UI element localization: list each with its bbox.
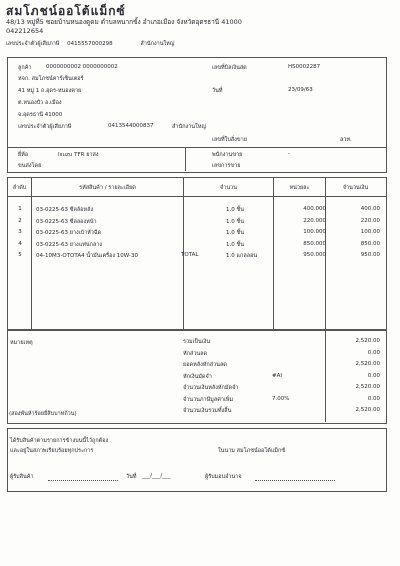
row-no: 3 xyxy=(18,229,22,235)
header-qty: จำนวน xyxy=(220,185,237,191)
summary-label: ยอดหลังหักส่วนลด xyxy=(183,362,227,368)
summary-divider xyxy=(325,329,326,422)
row-amount: 850.00 xyxy=(360,240,380,247)
customer-divider-v xyxy=(185,147,186,171)
docno-label: เลขที่บิลเงินสด xyxy=(212,65,247,71)
company-name: สมโภชน์ออโต้แม็กซ์ xyxy=(6,4,126,18)
row-amount: 100.00 xyxy=(360,229,380,235)
summary-label: หักส่วนลด xyxy=(183,350,208,357)
date-value: 23/09/63 xyxy=(288,87,313,93)
customer-line3: ต.หนองบัว อ.เมือง xyxy=(18,100,62,106)
row-price: 220.000 xyxy=(303,217,326,224)
summary-value: 0.00 xyxy=(367,395,380,402)
summary-label: จำนวนเงินรวมทั้งสิ้น xyxy=(183,408,232,414)
docno: HS0002287 xyxy=(288,64,321,70)
summary-label: รวมเป็นเงิน xyxy=(183,339,211,345)
header-price: หน่วยละ xyxy=(289,185,310,191)
company-phone: 042212654 xyxy=(6,27,44,35)
summary-value: 2,520.00 xyxy=(355,384,380,390)
header-amount: จำนวนเงิน xyxy=(342,185,369,191)
vehicle-value: Isuzu TFR ยาสง xyxy=(58,152,99,158)
summary-label: หักเงินมัดจำ xyxy=(183,373,212,380)
summary-value: 0.00 xyxy=(367,372,380,379)
row-qty: 1.0 ชิ้น xyxy=(226,230,244,236)
footer-date-label: วันที่ xyxy=(126,474,137,480)
amount-words: (สองพันห้าร้อยยี่สิบบาทถ้วน) xyxy=(9,411,77,417)
row-extra: TOTAL xyxy=(181,252,199,258)
row-price: 950.000 xyxy=(303,252,326,258)
customer-code: 0000000002 0000000002 xyxy=(46,64,118,70)
company-address: 48/13 หมู่ที่5 ซอยบ้านหนองดูดม ตำบลหนากขั้ง อำเภอเมือง จังหวัดอุดรธานี 41000 xyxy=(6,18,242,26)
credit-label: ลวท. xyxy=(340,137,352,143)
summary-value: 0.00 xyxy=(367,349,380,356)
approver-label: ผู้รับมอบอำนาจ xyxy=(205,474,242,480)
remark-label: หมายเหตุ xyxy=(10,340,33,346)
row-no: 1 xyxy=(18,206,22,212)
customer-taxid: 0413544000837 xyxy=(108,123,154,129)
row-no: 5 xyxy=(18,252,22,258)
header-desc: รหัสสินค้า / รายละเอียด xyxy=(79,185,136,191)
ship-label: ขนส่งโดย xyxy=(18,163,42,169)
receiver-label: ผู้รับสินค้า xyxy=(10,474,34,480)
customer-line1: หจก. สมโภชน์คาร์เซ็นเตอร์ xyxy=(18,76,84,82)
row-desc: 03-0225-63 ซีลล้อหลัง xyxy=(36,207,94,213)
row-desc: 03-0225-63 ซีลลองหน้า xyxy=(36,218,97,225)
row-qty: 1.0 แกลลอน xyxy=(226,253,258,259)
header-no: ลำดับ xyxy=(12,185,27,191)
customer-branch: สำนักงานใหญ่ xyxy=(172,124,207,130)
customer-line2: 41 หมู่ 1 ถ.อุดร-หนองคาย xyxy=(18,88,82,94)
row-no: 4 xyxy=(18,240,22,247)
company-branch: สำนักงานใหญ่ xyxy=(140,41,175,47)
col-divider-1 xyxy=(31,177,32,330)
customer-line4: จ.อุดรธานี 41000 xyxy=(18,112,63,118)
date-label: วันที่ xyxy=(212,88,223,94)
customer-code-label: ลูกค้า xyxy=(18,65,32,71)
vehicle-label: ยี่ห้อ xyxy=(18,152,29,158)
summary-value: 2,520.00 xyxy=(355,407,380,413)
row-price: 100.000 xyxy=(303,229,326,235)
plate-label: เลขการขาย xyxy=(212,163,241,169)
row-qty: 1.0 ชิ้น xyxy=(226,207,244,213)
customer-divider xyxy=(7,147,386,148)
row-desc: 04-10M3-OTOTA4 น้ำมันเครื่อง 10W-30 xyxy=(36,253,139,259)
company-taxid-label: เลขประจำตัวผู้เสียภาษี xyxy=(6,41,60,47)
row-desc: 03-0225-63 ยางเบ้าหัวฉีด xyxy=(36,230,102,236)
row-price: 400.000 xyxy=(303,206,326,212)
summary-mid: #AI xyxy=(272,372,282,379)
row-desc: 03-0225-63 ยางแท่นกลาง xyxy=(36,241,103,248)
summary-label: จำนวนภาษีมูลค่าเพิ่ม xyxy=(183,396,234,403)
receiver-signature-line xyxy=(48,480,118,481)
salesman-value: - xyxy=(288,151,290,157)
approver-signature-line xyxy=(255,480,335,481)
footer-onbehalf: ในนาม สมโภชน์ออโต้แม็กซ์ xyxy=(218,448,286,454)
summary-label: จำนวนเงินหลังหักมัดจำ xyxy=(183,385,239,391)
items-header-divider xyxy=(7,196,386,197)
ref-label: เลขที่ใบสั่งขาย xyxy=(212,137,247,143)
summary-value: 2,520.00 xyxy=(355,361,380,367)
row-amount: 400.00 xyxy=(360,206,380,212)
row-qty: 1.0 ชิ้น xyxy=(226,241,244,248)
company-taxid: 0415557000298 xyxy=(67,41,113,47)
row-price: 850.000 xyxy=(303,240,326,247)
summary-value: 2,520.00 xyxy=(355,338,380,344)
footer-note1: ได้รับสินค้าตามรายการข้างบนนี้ไว้ถูกต้อง xyxy=(10,438,109,444)
company-taxid-row xyxy=(6,40,180,48)
row-qty: 1.0 ชิ้น xyxy=(226,218,244,225)
row-no: 2 xyxy=(18,217,22,224)
summary-mid: 7.00% xyxy=(272,395,290,402)
row-amount: 950.00 xyxy=(360,252,380,258)
footer-date-blank: ___/___/___ xyxy=(142,473,171,479)
footer-note2: และอยู่ในสภาพเรียบร้อยทุกประการ xyxy=(10,448,94,454)
salesman-label: พนักงานขาย xyxy=(212,152,243,158)
row-amount: 220.00 xyxy=(360,217,380,224)
customer-taxid-label: เลขประจำตัวผู้เสียภาษี xyxy=(18,124,72,130)
